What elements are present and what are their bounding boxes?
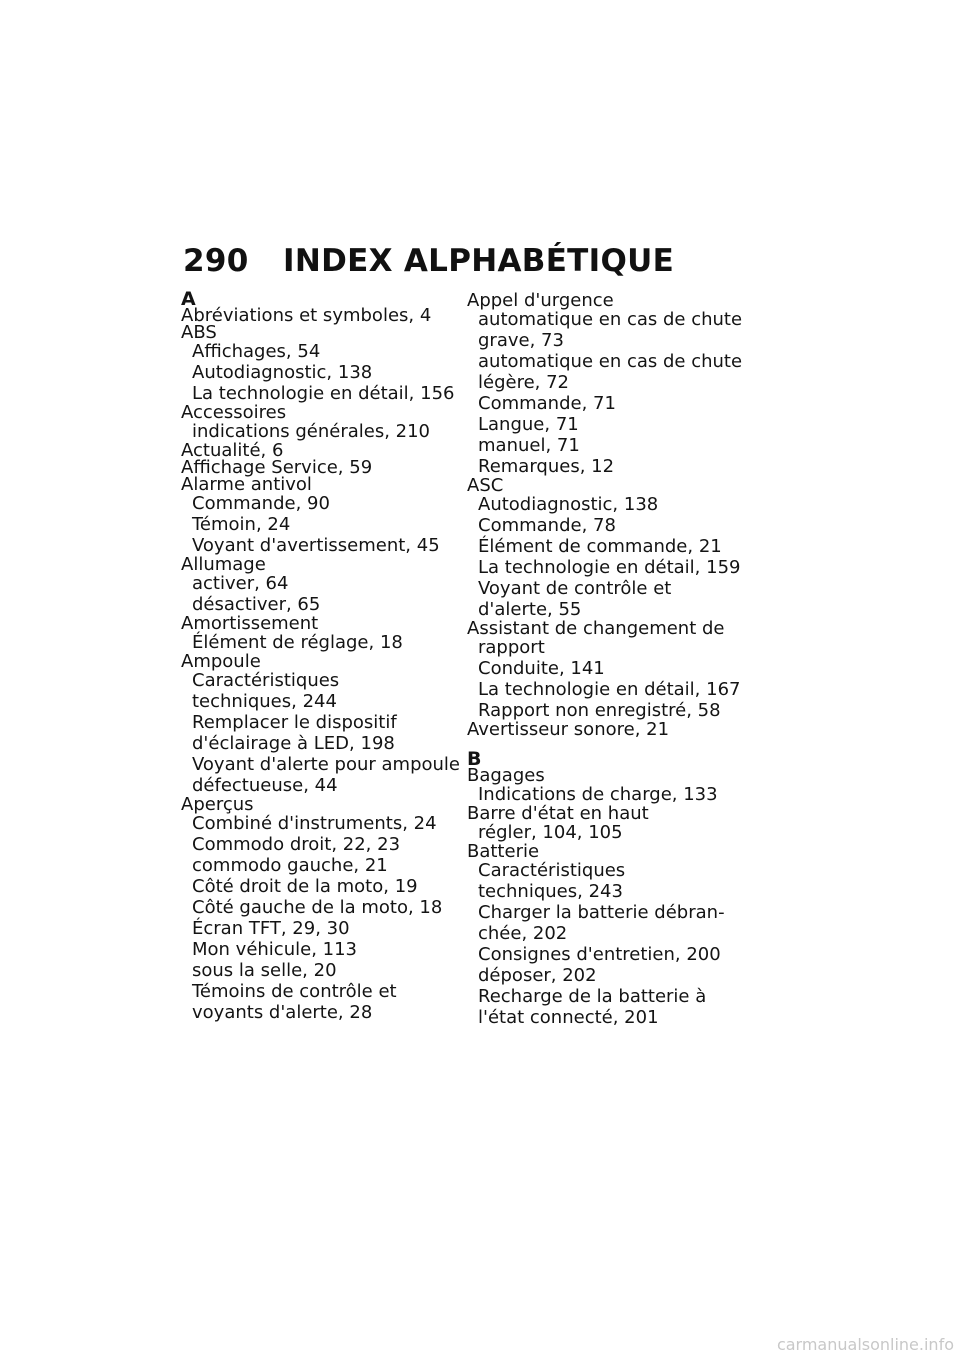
- index-subentry: Affichages, 54: [192, 341, 321, 362]
- index-entry: Allumage: [181, 554, 266, 575]
- index-subentry: Remarques, 12: [478, 456, 615, 477]
- index-subentry: Combiné d'instruments, 24: [192, 813, 437, 834]
- index-entry: ASC: [467, 475, 504, 496]
- index-subentry: Témoins de contrôle et: [192, 981, 397, 1002]
- index-subentry: chée, 202: [478, 923, 568, 944]
- index-entry: ABS: [181, 322, 217, 343]
- index-entry: Abréviations et symboles, 4: [181, 305, 432, 326]
- index-subentry: Mon véhicule, 113: [192, 939, 357, 960]
- index-subentry: activer, 64: [192, 573, 289, 594]
- index-subentry: Élément de commande, 21: [478, 536, 722, 557]
- index-subentry: Recharge de la batterie à: [478, 986, 707, 1007]
- index-subentry: l'état connecté, 201: [478, 1007, 659, 1028]
- index-subentry: Côté gauche de la moto, 18: [192, 897, 443, 918]
- index-subentry: techniques, 243: [478, 881, 623, 902]
- index-subentry: Témoin, 24: [192, 514, 291, 535]
- index-entry: Amortissement: [181, 613, 319, 634]
- index-subentry: Côté droit de la moto, 19: [192, 876, 418, 897]
- index-entry: Appel d'urgence: [467, 290, 614, 311]
- index-subentry: manuel, 71: [478, 435, 580, 456]
- index-entry: Aperçus: [181, 794, 254, 815]
- index-subentry: régler, 104, 105: [478, 822, 623, 843]
- index-subentry: indications générales, 210: [192, 421, 431, 442]
- index-subentry: Voyant de contrôle et: [478, 578, 672, 599]
- page-header: [183, 243, 674, 279]
- index-subentry: sous la selle, 20: [192, 960, 337, 981]
- index-subentry: Indications de charge, 133: [478, 784, 718, 805]
- watermark: carmanualsonline.info: [776, 1335, 954, 1354]
- index-subentry: grave, 73: [478, 330, 564, 351]
- index-entry: Assistant de changement de: [467, 618, 725, 639]
- page-title: INDEX ALPHABÉTIQUE: [283, 243, 675, 279]
- index-entry: Batterie: [467, 841, 540, 862]
- index-subentry: Voyant d'alerte pour ampoule: [192, 754, 460, 775]
- index-entry: Ampoule: [181, 651, 261, 672]
- index-entry: Affichage Service, 59: [181, 457, 373, 478]
- index-subentry: La technologie en détail, 167: [478, 679, 741, 700]
- index-subentry: d'éclairage à LED, 198: [192, 733, 395, 754]
- index-subentry: Caractéristiques: [192, 670, 340, 691]
- index-subentry: Commande, 90: [192, 493, 330, 514]
- index-subentry: Autodiagnostic, 138: [192, 362, 373, 383]
- index-entry: Accessoires: [181, 402, 287, 423]
- index-subentry: Élément de réglage, 18: [192, 632, 403, 653]
- index-subentry: Consignes d'entretien, 200: [478, 944, 721, 965]
- index-entry: Alarme antivol: [181, 474, 312, 495]
- index-subentry: techniques, 244: [192, 691, 337, 712]
- index-subentry: Rapport non enregistré, 58: [478, 700, 721, 721]
- section-gap: [467, 738, 747, 752]
- index-subentry: automatique en cas de chute: [478, 309, 743, 330]
- index-letter-heading: B: [467, 748, 482, 770]
- index-entry: Barre d'état en haut: [467, 803, 649, 824]
- index-subentry: désactiver, 65: [192, 594, 321, 615]
- index-subentry: d'alerte, 55: [478, 599, 582, 620]
- index-letter-heading: A: [181, 288, 196, 310]
- index-subentry: Charger la batterie débran-: [478, 902, 725, 923]
- index-subentry: Conduite, 141: [478, 658, 605, 679]
- page-number: 290: [183, 243, 249, 279]
- index-column-right: [467, 292, 747, 1028]
- index-subentry: Commande, 71: [478, 393, 616, 414]
- index-subentry: Commodo droit, 22, 23: [192, 834, 401, 855]
- index-subentry: rapport: [478, 637, 545, 658]
- index-subentry: La technologie en détail, 156: [192, 383, 455, 404]
- index-subentry: défectueuse, 44: [192, 775, 338, 796]
- index-subentry: automatique en cas de chute: [478, 351, 743, 372]
- index-entry: Bagages: [467, 765, 545, 786]
- index-subentry: Caractéristiques: [478, 860, 626, 881]
- index-entry: Avertisseur sonore, 21: [467, 719, 670, 740]
- index-subentry: Commande, 78: [478, 515, 616, 536]
- index-entry: Actualité, 6: [181, 440, 284, 461]
- index-subentry: La technologie en détail, 159: [478, 557, 741, 578]
- index-subentry: Remplacer le dispositif: [192, 712, 397, 733]
- index-subentry: déposer, 202: [478, 965, 597, 986]
- index-subentry: Langue, 71: [478, 414, 579, 435]
- index-subentry: Autodiagnostic, 138: [478, 494, 659, 515]
- index-subentry: Écran TFT, 29, 30: [192, 918, 350, 939]
- index-subentry: Voyant d'avertissement, 45: [192, 535, 440, 556]
- index-column-left: [181, 288, 460, 1023]
- index-subentry: voyants d'alerte, 28: [192, 1002, 373, 1023]
- index-subentry: légère, 72: [478, 372, 570, 393]
- index-subentry: commodo gauche, 21: [192, 855, 388, 876]
